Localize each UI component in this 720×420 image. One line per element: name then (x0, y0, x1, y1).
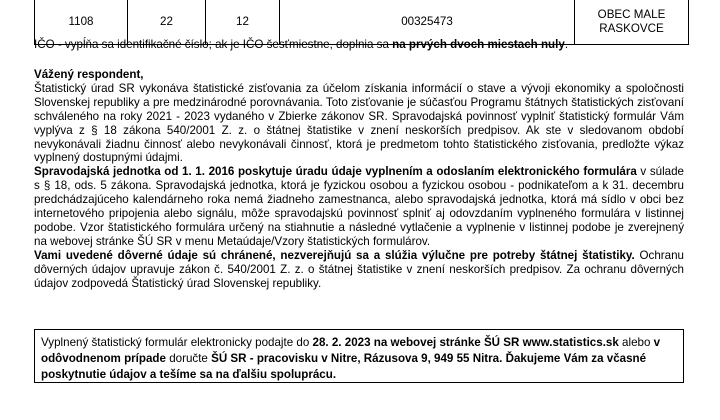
submission-text-3: doručte (165, 352, 212, 365)
table-cell-code: 1108 (35, 0, 128, 45)
paragraph-legal-basis: Štatistický úrad SR vykonáva štatistické zisťovania za účelom získania informácií o stave a vývoji ekonomiky a spoločnosti Slovenskej republiky a pre medzinárodné porovnávania. Toto zisťovanie je súčasťou Programu štátnych štatistických zisťovaní schváleného na roky 2021 - 2023 vydaného v Zbierke zákonov SR. Spravodajská povinnosť vyplniť štatistický formulár Vám vyplýva z § 18 zákona 540/2001 Z. z. o štátnej štatistike v znení neskorších predpisov. Ak ste v sledovanom období nevykonávali žiadnu činnosť alebo nevykonávali činnosť, ktorá je predmetom tohto štatistického zisťovania, predložte výkaz vyplnený dostupnými údajmi. (34, 81, 684, 165)
submission-text-2: alebo (618, 336, 654, 349)
submission-justified-case: v odôvodnenom prípade (41, 336, 661, 365)
ico-note-text: IČO - vypĺňa sa identifikačné číslo; ak je IČO šesťmiestne, doplnia sa (34, 38, 393, 51)
paragraph-confidentiality (34, 249, 684, 291)
ico-note-bold: na prvých dvoch miestach nuly (392, 38, 565, 51)
electronic-submission-bold: Spravodajská jednotka od 1. 1. 2016 poskytuje úradu údaje vyplnením a odoslaním elektronického formulára (34, 165, 637, 179)
paragraph-electronic-submission (34, 165, 684, 248)
electronic-submission-text: v súlade s § 18, ods. 5 zákona. Spravodajská jednotka, ktorá je fyzickou osobou a fyzickou osobou - podnikateľom a k 31. decembru predchádzajúceho kalendárneho roka nemá žiadneho zamestnanca, alebo spravodajská jednotka, ktorá má sídlo v obci bez internetového pripojenia alebo signálu, môže spravodajskú povinnosť splniť aj odovzdaním vyplneného formulára v listinnej podobe. Vzor štatistického formulára určený na stiahnutie a následné vytlačenie a vyplnenie v listinnej podobe je zverejnený na webovej stránke ŠÚ SR v menu Metaúdaje/Vzory štatistických formulárov. (34, 165, 684, 248)
submission-deadline: 28. 2. 2023 na webovej stránke ŠÚ SR www.statistics.sk (312, 336, 619, 349)
ico-note (34, 38, 694, 52)
salutation: Vážený respondent, (34, 68, 144, 81)
submission-notice-box (34, 329, 684, 383)
confidentiality-bold: Vami uvedené dôverné údaje sú chránené, nezverejňujú sa a slúžia výlučne pre potreby štátnej štatistiky. (34, 248, 635, 262)
confidentiality-text: Ochranu dôverných údajov upravuje zákon č. 540/2001 Z. z. o štátnej štatistike v znení neskorších predpisov. Za ochranu dôverných údajov zodpovedá Štatistický úrad Slovenskej republiky. (34, 248, 684, 290)
table-cell-district: 12 (206, 0, 280, 45)
table-cell-ico: 00325473 (280, 0, 575, 45)
respondent-letter (34, 68, 684, 291)
ico-note-end: . (564, 38, 569, 51)
table-cell-region: 22 (128, 0, 206, 45)
name-line-2: RASKOVCE (599, 22, 664, 35)
submission-text-1: Vyplnený štatistický formulár elektronicky podajte do (41, 336, 313, 349)
name-line-1: OBEC MALE (597, 8, 666, 21)
submission-address-thanks: ŠÚ SR - pracovisku v Nitre, Rázusova 9, 949 55 Nitra. Ďakujeme Vám za včasné poskytnutie údajov a tešíme sa na ďalšiu spoluprácu. (41, 352, 647, 381)
